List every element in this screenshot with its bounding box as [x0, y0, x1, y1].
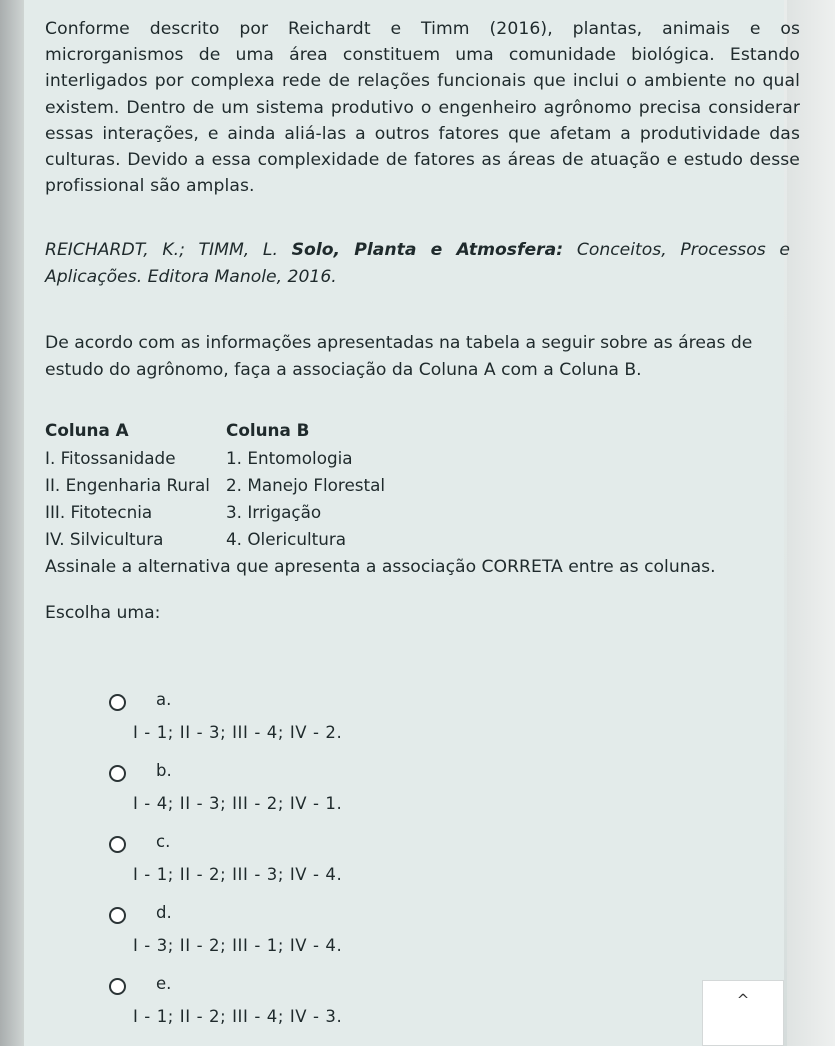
column-b-header: Coluna B	[226, 420, 310, 441]
table-row	[45, 471, 385, 498]
column-b-cell: 4. Olericultura	[226, 528, 347, 549]
option-letter: e.	[156, 974, 172, 993]
radio-button-c[interactable]	[109, 836, 126, 853]
column-a-cell: I. Fitossanidade	[45, 447, 176, 468]
scroll-to-top-button[interactable]	[702, 980, 784, 1046]
table-row	[45, 444, 385, 471]
option-text[interactable]: I - 1; II - 2; III - 4; IV - 3.	[133, 1007, 343, 1026]
screen-edge	[0, 0, 24, 1046]
reference-title: Solo, Planta e Atmosfera:	[291, 240, 564, 261]
option-letter: b.	[156, 761, 172, 780]
radio-button-d[interactable]	[109, 907, 126, 924]
question-content	[45, 16, 800, 626]
intro-paragraph: Conforme descrito por Reichardt e Timm (2016), plantas, animais e os microrganismos de uma área constituem uma comunidade biológica. Estando interligados por complexa rede de relações funcionais que inclui o ambiente no qual existem. Dentro de um sistema produtivo o engenheiro agrônomo precisa considerar essas interações, e ainda aliá-las a outros fatores que afetam a produtividade das culturas. Devido a essa complexidade de fatores as áreas de atuação e estudo desse profissional são amplas.	[45, 19, 800, 197]
column-b-cell: 3. Irrigação	[226, 501, 322, 522]
table-row	[45, 525, 385, 552]
option-text[interactable]: I - 1; II - 2; III - 3; IV - 4.	[133, 865, 343, 884]
column-a-cell: IV. Silvicultura	[45, 528, 164, 549]
table-header-row	[45, 416, 385, 444]
association-table	[45, 416, 385, 552]
radio-button-e[interactable]	[109, 978, 126, 995]
reference-authors: REICHARDT, K.; TIMM, L.	[45, 240, 292, 261]
table-row	[45, 498, 385, 525]
option-text[interactable]: I - 1; II - 3; III - 4; IV - 2.	[133, 723, 343, 742]
reference-rest: Conceitos, Processos e Aplicações. Editora Manole, 2016.	[45, 240, 790, 287]
option-letter: a.	[156, 690, 172, 709]
column-b-cell: 1. Entomologia	[226, 447, 353, 468]
column-b-cell: 2. Manejo Florestal	[226, 474, 386, 495]
instruction-text: Assinale a alternativa que apresenta a associação CORRETA entre as colunas.	[45, 557, 716, 578]
option-text[interactable]: I - 3; II - 2; III - 1; IV - 4.	[133, 936, 343, 955]
option-letter: c.	[156, 832, 171, 851]
reference-citation	[45, 237, 800, 290]
column-a-cell: III. Fitotecnia	[45, 501, 153, 522]
option-text[interactable]: I - 4; II - 3; III - 2; IV - 1.	[133, 794, 343, 813]
chevron-up-icon: ^	[736, 991, 750, 1009]
choose-label: Escolha uma:	[45, 603, 161, 624]
column-a-header: Coluna A	[45, 420, 129, 441]
radio-button-a[interactable]	[109, 694, 126, 711]
option-letter: d.	[156, 903, 172, 922]
question-text: De acordo com as informações apresentadas na tabela a seguir sobre as áreas de estudo do agrônomo, faça a associação da Coluna A com a Coluna B.	[45, 333, 753, 380]
column-a-cell: II. Engenharia Rural	[45, 474, 210, 495]
radio-button-b[interactable]	[109, 765, 126, 782]
